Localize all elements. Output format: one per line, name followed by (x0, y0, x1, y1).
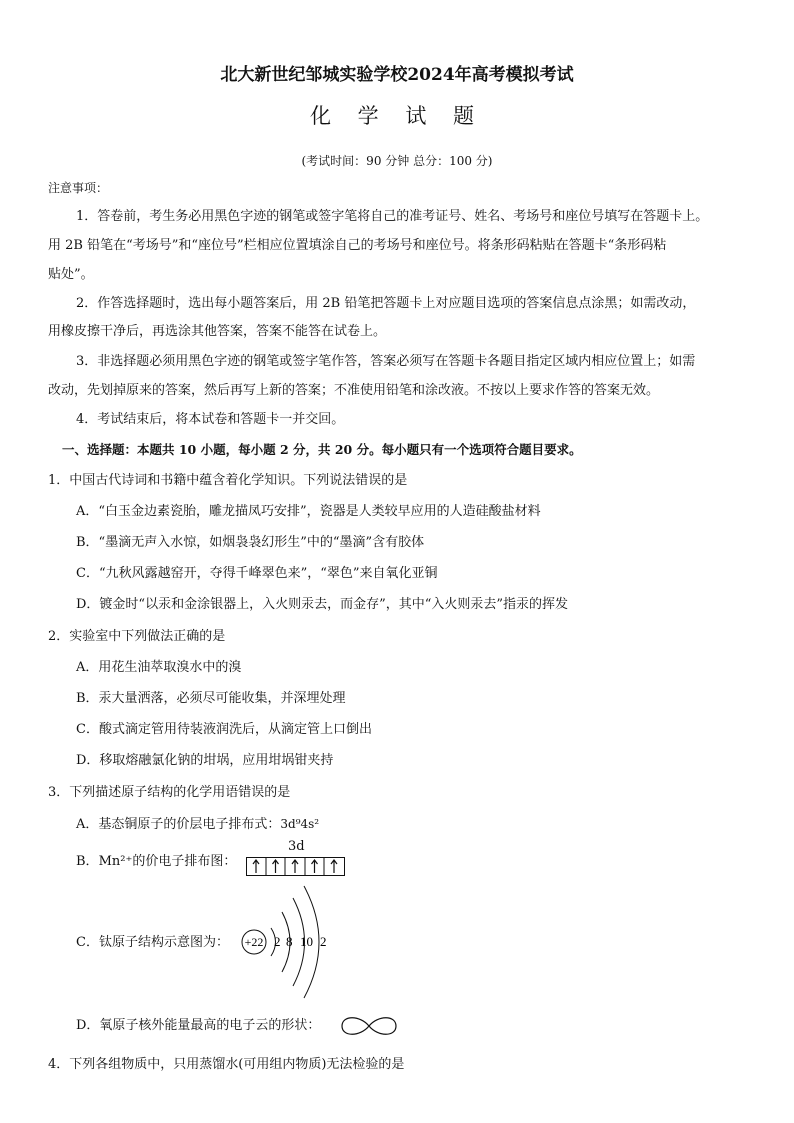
option-b-label: B． (76, 854, 99, 869)
question-1-option-c: C．“九秋风露越窑开，夺得千峰翠色来”，“翠色”来自氧化亚铜 (76, 566, 438, 581)
nucleus-charge: +22 (244, 935, 264, 949)
cu-electron-config: 3d⁹4s² (280, 817, 320, 831)
subject-title: 化 学 试 题 (309, 104, 485, 128)
option-b-text: 的价电子排布图： (132, 854, 237, 869)
question-1-option-a: A．“白玉金边素瓷胎，雕龙描凤巧安排”，瓷器是人类较早应用的人造硅酸盐材料 (76, 504, 541, 519)
section-1-heading: 一、选择题：本题共 10 小题，每小题 2 分，共 20 分。每小题只有一个选项符合题目要求。 (62, 442, 582, 457)
exam-info: (考试时间：90 分钟 总分：100 分) (301, 154, 493, 168)
notice-heading: 注意事项： (48, 181, 109, 195)
exam-title: 北大新世纪邹城实验学校2024年高考模拟考试 (220, 65, 574, 85)
p-orbital-shape (338, 1013, 400, 1039)
question-3-option-b (76, 852, 236, 872)
question-3-option-a (76, 814, 319, 835)
question-2-option-c: C．酸式滴定管用待装液润洗后，从滴定管上口倒出 (76, 722, 372, 737)
shell-3-count: 10 (300, 934, 313, 949)
question-2-stem: 2．实验室中下列做法正确的是 (48, 629, 226, 644)
notice-item-3-line-2: 改动，先划掉原来的答案，然后再写上新的答案；不准使用铅笔和涂改液。不按以上要求作答的答案无效。 (48, 383, 660, 398)
question-1-option-b: B．“墨滴无声入水惊，如烟袅袅幻形生”中的“墨滴”含有胶体 (76, 535, 425, 550)
notice-item-2-line-2: 用橡皮擦干净后，再选涂其他答案，答案不能答在试卷上。 (48, 324, 387, 339)
question-2-option-d: D．移取熔融氯化钠的坩埚，应用坩埚钳夹持 (76, 753, 334, 768)
orbital-box-diagram (246, 857, 346, 877)
notice-item-3-line-1: 3．非选择题必须用黑色字迹的钢笔或签字笔作答，答案必须写在答题卡各题目指定区域内相应位置上；如需 (76, 354, 696, 369)
question-2-option-a: A．用花生油萃取溴水中的溴 (76, 660, 242, 675)
question-2-option-b: B．汞大量洒落，必须尽可能收集，并深埋处理 (76, 691, 346, 706)
shell-4-count: 2 (320, 934, 327, 949)
question-4-stem: 4．下列各组物质中，只用蒸馏水(可用组内物质)无法检验的是 (48, 1057, 405, 1072)
question-3-option-c: C．钛原子结构示意图为： (76, 935, 229, 950)
shell-2-count: 8 (286, 934, 293, 949)
option-a-label: A．基态铜原子的价层电子排布式： (76, 817, 281, 832)
orbital-3d-label: 3d (288, 839, 305, 854)
shell-1-count: 2 (274, 934, 281, 949)
titanium-structure-diagram (236, 880, 336, 1005)
question-3-stem: 3．下列描述原子结构的化学用语错误的是 (48, 785, 291, 800)
notice-item-4: 4．考试结束后，将本试卷和答题卡一并交回。 (76, 412, 345, 427)
notice-item-1-line-2: 用 2B 铅笔在“考场号”和“座位号”栏相应位置填涂自己的考场号和座位号。将条形码粘贴在答题卡“条形码粘 (48, 238, 667, 253)
notice-item-1-line-1: 1．答卷前，考生务必用黑色字迹的钢笔或签字笔将自己的准考证号、姓名、考场号和座位号填写在答题卡上。 (76, 209, 709, 224)
question-3-option-d: D．氧原子核外能量最高的电子云的形状： (76, 1018, 321, 1033)
mn-ion: Mn²⁺ (98, 854, 133, 869)
notice-item-2-line-1: 2．作答选择题时，选出每小题答案后，用 2B 铅笔把答题卡上对应题目选项的答案信息点涂黑；如需改动， (76, 296, 696, 311)
question-1-option-d: D．镀金时“以汞和金涂银器上，入火则汞去，而金存”，其中“入火则汞去”指汞的挥发 (76, 597, 569, 612)
question-1-stem: 1．中国古代诗词和书籍中蕴含着化学知识。下列说法错误的是 (48, 473, 408, 488)
notice-item-1-line-3: 贴处”。 (48, 267, 94, 282)
